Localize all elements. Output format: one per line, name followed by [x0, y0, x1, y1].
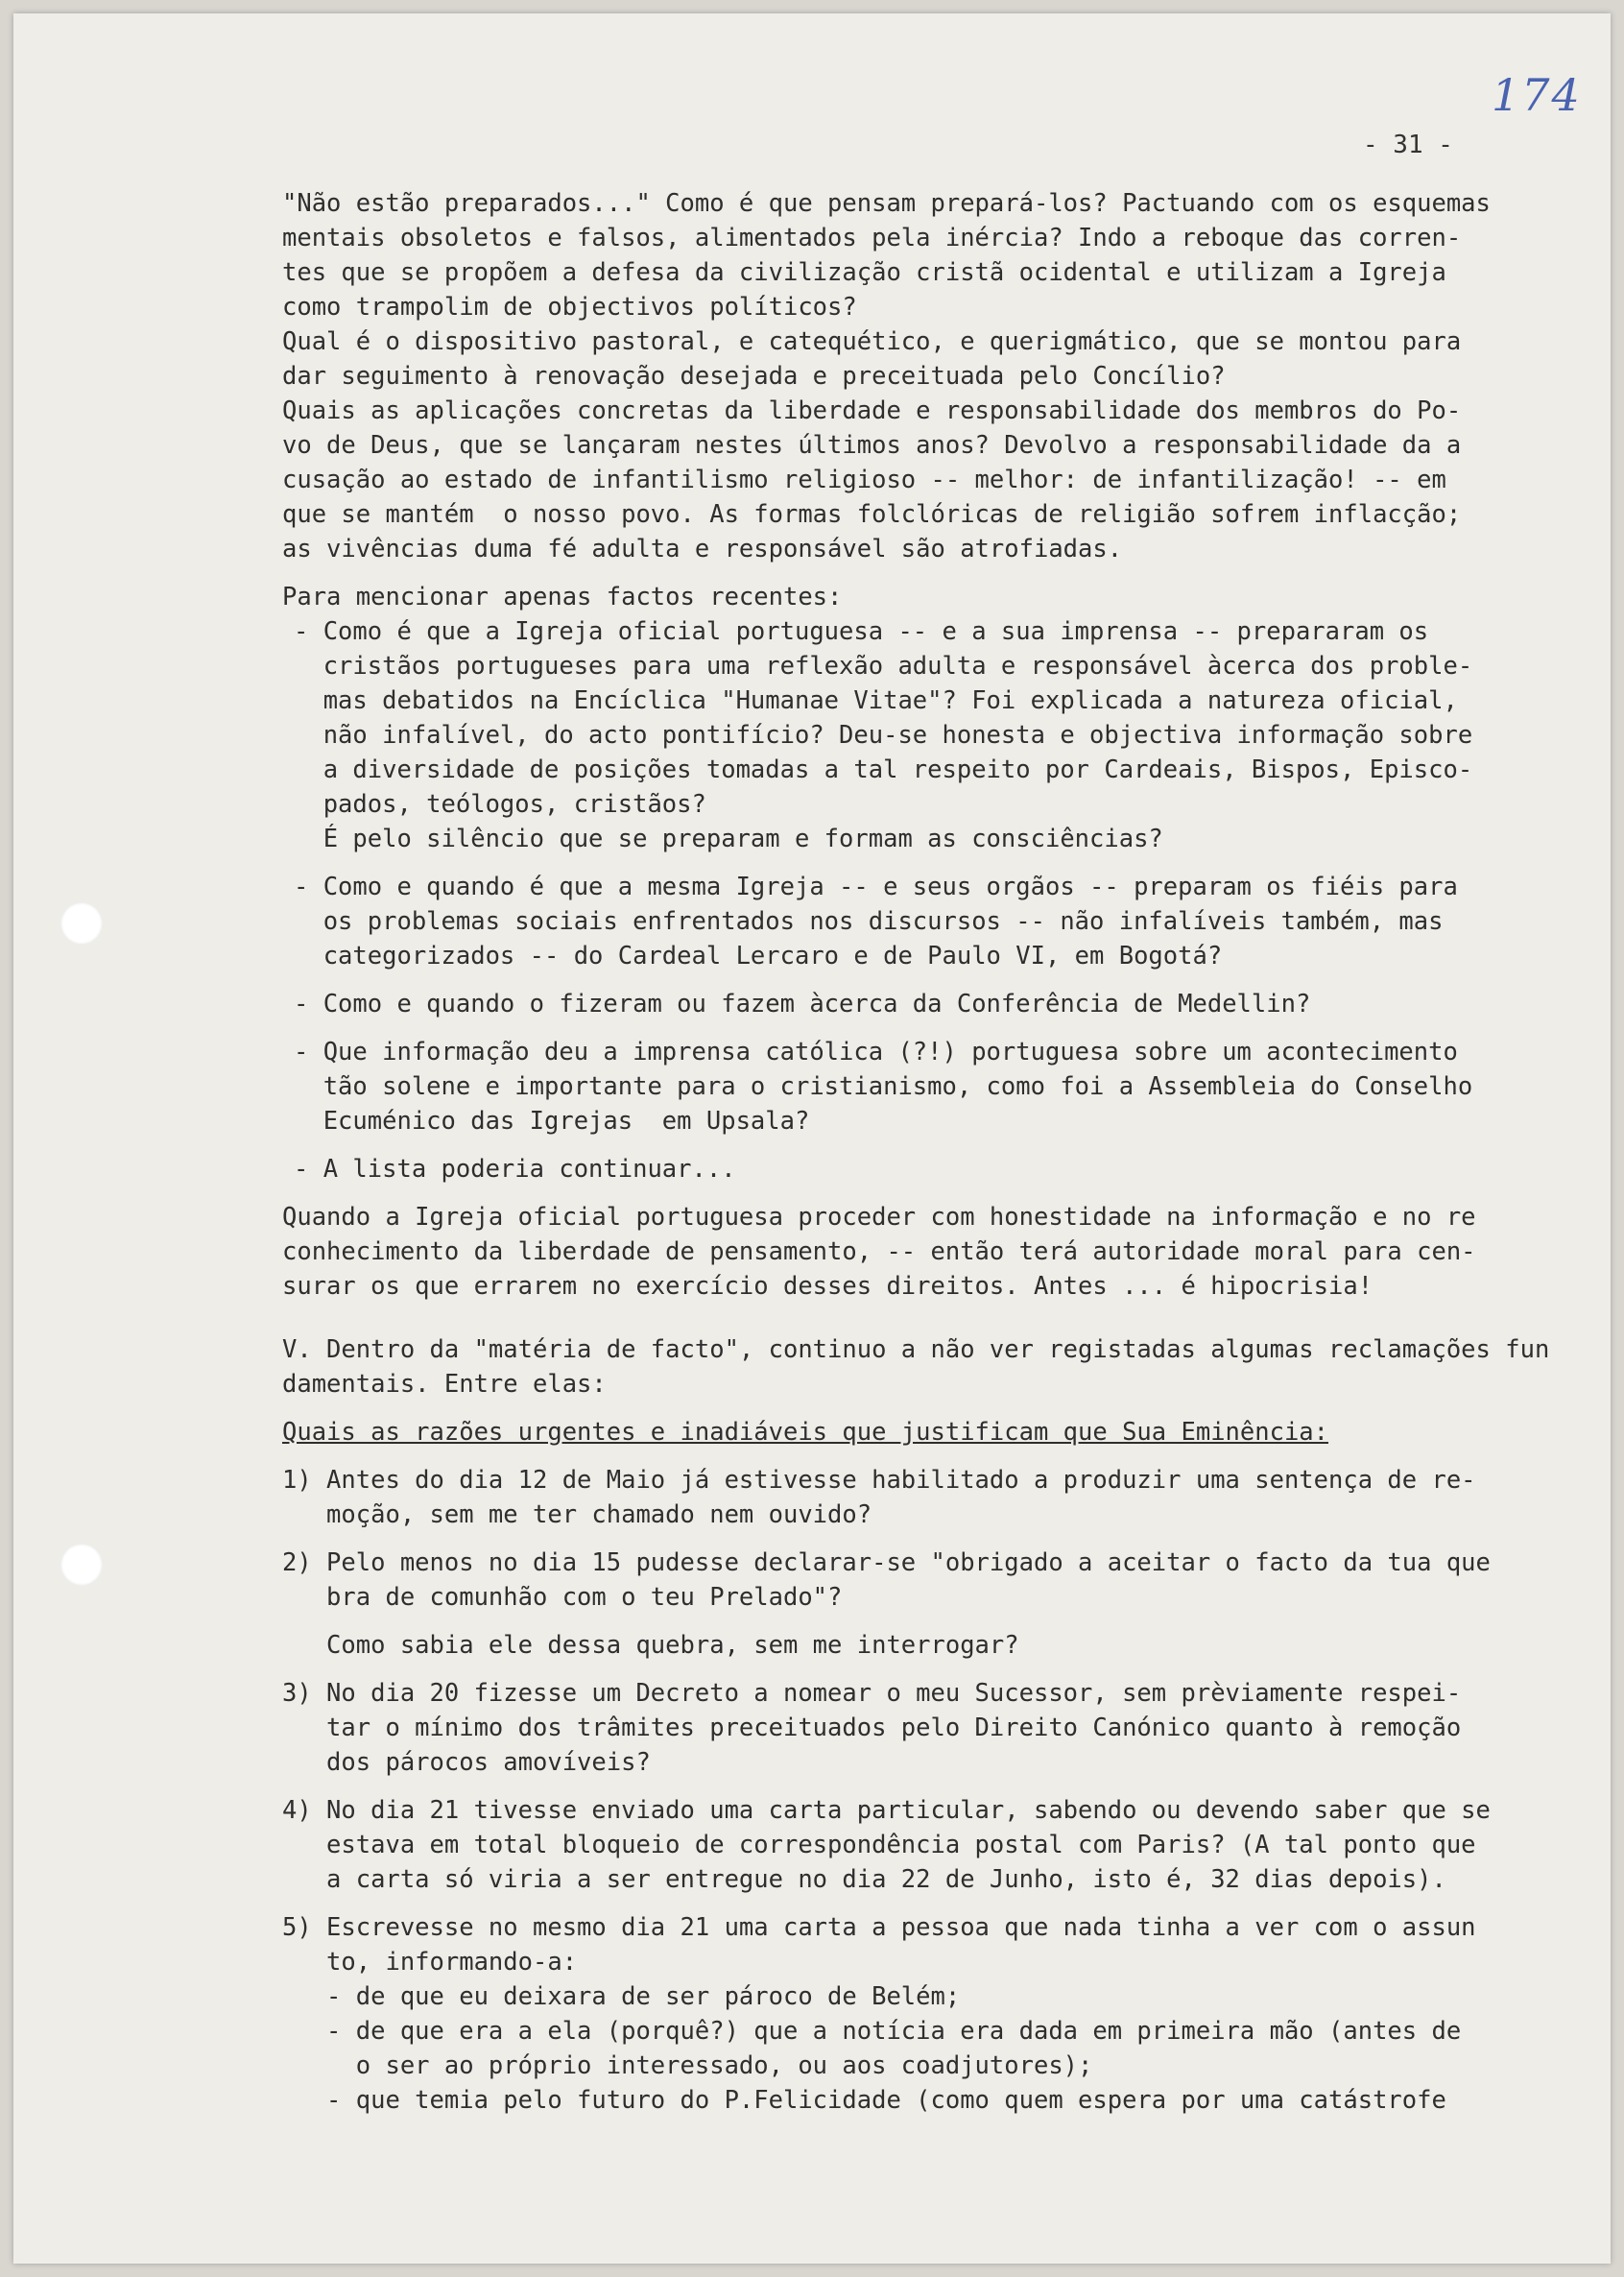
text-line: categorizados -- do Cardeal Lercaro e de Paulo VI, em Bogotá? — [294, 942, 1223, 971]
list-item: - Que informação deu a imprensa católica (?!) portuguesa sobre um acontecimento — [294, 1038, 1458, 1067]
text-line: Ecuménico das Igrejas em Upsala? — [294, 1107, 810, 1136]
text-line: damentais. Entre elas: — [282, 1370, 607, 1399]
text-line: que se mantém o nosso povo. As formas folclóricas de religião sofrem inflacção; — [282, 500, 1462, 529]
text-line: surar os que errarem no exercício desses direitos. Antes ... é hipocrisia! — [282, 1272, 1373, 1301]
text-line: mas debatidos na Encíclica "Humanae Vitae"? Foi explicada a natureza oficial, — [294, 686, 1458, 715]
text-line: moção, sem me ter chamado nem ouvido? — [282, 1500, 872, 1529]
text-line: Para mencionar apenas factos recentes: — [282, 583, 843, 611]
section-question: Quais as razões urgentes e inadiáveis que justificam que Sua Eminência: — [282, 1418, 1329, 1447]
archive-number: 174 — [1492, 69, 1582, 121]
punch-hole — [60, 1544, 103, 1586]
text-line: Qual é o dispositivo pastoral, e catequético, e querigmático, que se montou para — [282, 327, 1462, 356]
text-line: tes que se propõem a defesa da civilização cristã ocidental e utilizam a Igreja — [282, 258, 1446, 287]
text-line: vo de Deus, que se lançaram nestes últimos anos? Devolvo a responsabilidade da a — [282, 431, 1462, 460]
text-line: a carta só viria a ser entregue no dia 22 de Junho, isto é, 32 dias depois). — [282, 1865, 1446, 1894]
document-page — [13, 13, 1611, 2264]
text-line: mentais obsoletos e falsos, alimentados pela inércia? Indo a reboque das corren- — [282, 224, 1462, 252]
text-line: estava em total bloqueio de correspondência postal com Paris? (A tal ponto que — [282, 1831, 1476, 1859]
section-heading: V. Dentro da "matéria de facto", continuo a não ver registadas algumas reclamações fun — [282, 1335, 1550, 1364]
page-number: - 31 - — [1363, 131, 1453, 159]
text-line: os problemas sociais enfrentados nos discursos -- não infalíveis também, mas — [294, 907, 1444, 936]
list-item: 3) No dia 20 fizesse um Decreto a nomear o meu Sucessor, sem prèviamente respei- — [282, 1679, 1462, 1708]
text-line: Como sabia ele dessa quebra, sem me interrogar? — [282, 1631, 1019, 1660]
text-line: "Não estão preparados..." Como é que pensam prepará-los? Pactuando com os esquemas — [282, 189, 1491, 218]
text-line: bra de comunhão com o teu Prelado"? — [282, 1583, 843, 1612]
text-line: Quando a Igreja oficial portuguesa proceder com honestidade na informação e no re — [282, 1203, 1476, 1232]
list-item: - que temia pelo futuro do P.Felicidade (como quem espera por uma catástrofe — [282, 2086, 1446, 2115]
list-item: 2) Pelo menos no dia 15 pudesse declarar-se "obrigado a aceitar o facto da tua que — [282, 1548, 1491, 1577]
text-line: tar o mínimo dos trâmites preceituados pelo Direito Canónico quanto à remoção — [282, 1714, 1462, 1742]
text-line: conhecimento da liberdade de pensamento, -- então terá autoridade moral para cen- — [282, 1237, 1476, 1266]
list-item: - Como e quando o fizeram ou fazem àcerca da Conferência de Medellin? — [294, 990, 1311, 1019]
text-line: tão solene e importante para o cristianismo, como foi a Assembleia do Conselho — [294, 1072, 1473, 1101]
body-text — [282, 186, 1550, 2118]
text-line: dar seguimento à renovação desejada e preceituada pelo Concílio? — [282, 362, 1226, 391]
list-item: - Como é que a Igreja oficial portuguesa -- e a sua imprensa -- prepararam os — [294, 617, 1429, 646]
list-item: 5) Escrevesse no mesmo dia 21 uma carta a pessoa que nada tinha a ver com o assun — [282, 1913, 1476, 1942]
list-item: 1) Antes do dia 12 de Maio já estivesse habilitado a produzir uma sentença de re- — [282, 1466, 1476, 1495]
list-item: - Como e quando é que a mesma Igreja -- e seus orgãos -- preparam os fiéis para — [294, 873, 1458, 901]
text-line: to, informando-a: — [282, 1948, 578, 1977]
list-item: 4) No dia 21 tivesse enviado uma carta particular, sabendo ou devendo saber que se — [282, 1796, 1491, 1825]
text-line: cristãos portugueses para uma reflexão adulta e responsável àcerca dos proble- — [294, 652, 1473, 681]
list-item: - de que eu deixara de ser pároco de Belém; — [282, 1982, 961, 2011]
text-line: cusação ao estado de infantilismo religioso -- melhor: de infantilização! -- em — [282, 466, 1446, 494]
text-line: pados, teólogos, cristãos? — [294, 790, 706, 819]
text-line: a diversidade de posições tomadas a tal respeito por Cardeais, Bispos, Episco- — [294, 755, 1473, 784]
text-line: as vivências duma fé adulta e responsável são atrofiadas. — [282, 535, 1123, 563]
text-line: Quais as aplicações concretas da liberdade e responsabilidade dos membros do Po- — [282, 396, 1462, 425]
text-line: É pelo silêncio que se preparam e formam as consciências? — [294, 825, 1163, 853]
list-item: - de que era a ela (porquê?) que a notícia era dada em primeira mão (antes de — [282, 2017, 1462, 2046]
punch-hole — [60, 902, 103, 945]
text-line: dos párocos amovíveis? — [282, 1748, 651, 1777]
text-line: não infalível, do acto pontifício? Deu-se honesta e objectiva informação sobre — [294, 721, 1473, 750]
text-line: o ser ao próprio interessado, ou aos coadjutores); — [282, 2051, 1093, 2080]
text-line: como trampolim de objectivos políticos? — [282, 293, 857, 322]
list-item: - A lista poderia continuar... — [294, 1155, 736, 1184]
